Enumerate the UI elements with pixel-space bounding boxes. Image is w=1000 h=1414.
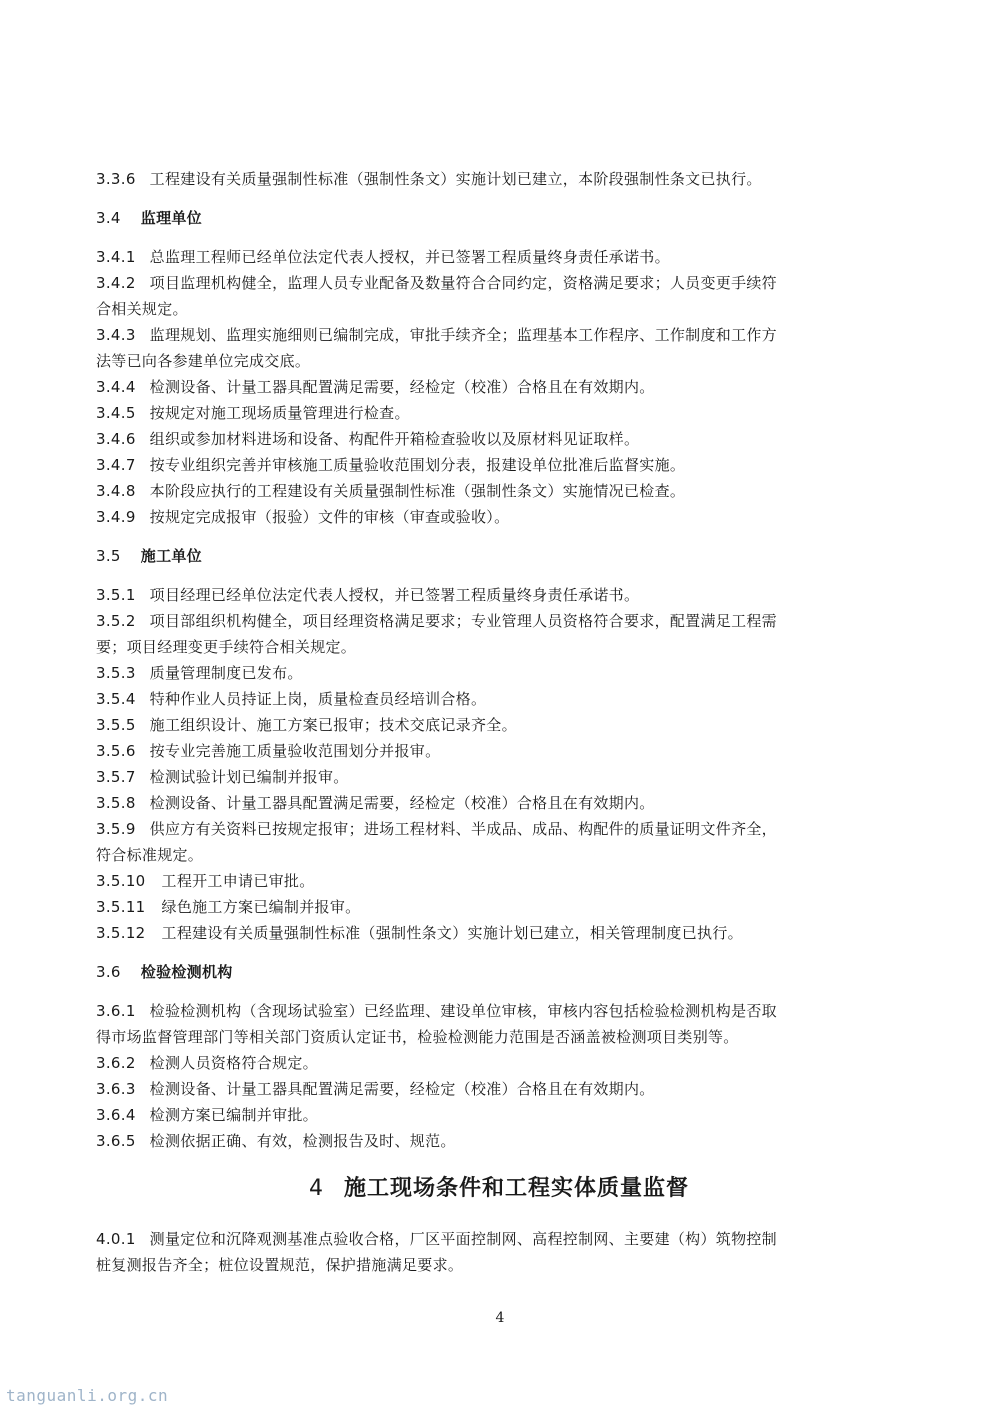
section-heading-3-6: [96, 959, 902, 985]
clause-number: 3.4.4: [96, 378, 136, 396]
clause-item: [96, 426, 902, 452]
clause-item: [96, 738, 902, 764]
clause-item: [96, 660, 902, 686]
clause-item: [96, 1102, 902, 1128]
section-number: 3.4: [96, 209, 121, 227]
clause-number: 3.5.8: [96, 794, 136, 812]
clause-number: 3.4.6: [96, 430, 136, 448]
clause-continuation: 要；项目经理变更手续符合相关规定。: [96, 638, 357, 656]
clause-item: [96, 998, 902, 1024]
clause-item: [96, 816, 902, 842]
clause-number: 3.5.9: [96, 820, 136, 838]
clause-number: 3.6.1: [96, 1002, 136, 1020]
clause-item: [96, 868, 902, 894]
clause-item: [96, 166, 902, 192]
clause-text: 总监理工程师已经单位法定代表人授权，并已签署工程质量终身责任承诺书。: [149, 248, 670, 266]
clause-number: 3.6.4: [96, 1106, 136, 1124]
clause-text: 检测人员资格符合规定。: [149, 1054, 318, 1072]
page-number: 4: [495, 1310, 505, 1326]
clause-item: [96, 764, 902, 790]
clause-text: 质量管理制度已发布。: [149, 664, 303, 682]
chapter-number: 4: [308, 1176, 324, 1201]
clause-item: [96, 244, 902, 270]
clause-group-3-6: [96, 998, 902, 1154]
clause-continuation: 符合标准规定。: [96, 846, 204, 864]
clause-number: 3.5.6: [96, 742, 136, 760]
clause-number: 3.3.6: [96, 170, 136, 188]
section-title: 施工单位: [140, 547, 202, 565]
clause-text: 工程建设有关质量强制性标准（强制性条文）实施计划已建立，相关管理制度已执行。: [161, 924, 743, 942]
clause-text: 检测设备、计量工器具配置满足需要，经检定（校准）合格且在有效期内。: [149, 794, 655, 812]
clause-text: 工程开工申请已审批。: [161, 872, 315, 890]
clause-item: [96, 400, 902, 426]
section-heading-3-5: [96, 543, 902, 569]
clause-text: 按规定完成报审（报验）文件的审核（审查或验收）。: [149, 508, 510, 526]
clause-number: 3.5.1: [96, 586, 136, 604]
clause-item: [96, 504, 902, 530]
clause-number: 3.5.12: [96, 924, 146, 942]
clause-number: 3.6.5: [96, 1132, 136, 1150]
section-heading-3-4: [96, 205, 902, 231]
clause-text: 特种作业人员持证上岗，质量检查员经培训合格。: [149, 690, 487, 708]
clause-text: 检验检测机构（含现场试验室）已经监理、建设单位审核，审核内容包括检验检测机构是否取: [149, 1002, 777, 1020]
clause-item: [96, 1128, 902, 1154]
page-content: [96, 166, 902, 1278]
clause-number: 3.6.2: [96, 1054, 136, 1072]
clause-text: 施工组织设计、施工方案已报审；技术交底记录齐全。: [149, 716, 517, 734]
clause-item: [96, 920, 902, 946]
clause-item: [96, 478, 902, 504]
clause-text: 供应方有关资料已按规定报审；进场工程材料、半成品、成品、构配件的质量证明文件齐全，: [149, 820, 777, 838]
watermark-text: tanguanli.org.cn: [6, 1386, 169, 1405]
clause-number: 3.4.8: [96, 482, 136, 500]
clause-text: 项目经理已经单位法定代表人授权，并已签署工程质量终身责任承诺书。: [149, 586, 640, 604]
clause-group-3-4: [96, 244, 902, 530]
clause-number: 3.5.4: [96, 690, 136, 708]
clause-group-4-0: [96, 1226, 902, 1278]
clause-text: 监理规划、监理实施细则已编制完成，审批手续齐全；监理基本工作程序、工作制度和工作方: [149, 326, 777, 344]
clause-item: [96, 270, 902, 296]
clause-number: 3.4.7: [96, 456, 136, 474]
clause-number: 3.6.3: [96, 1080, 136, 1098]
clause-continuation: 得市场监督管理部门等相关部门资质认定证书，检验检测能力范围是否涵盖被检测项目类别等。: [96, 1028, 739, 1046]
clause-item: [96, 1050, 902, 1076]
clause-number: 3.5.7: [96, 768, 136, 786]
clause-text: 本阶段应执行的工程建设有关质量强制性标准（强制性条文）实施情况已检查。: [149, 482, 686, 500]
clause-group-3-5: [96, 582, 902, 946]
clause-continuation: 桩复测报告齐全；桩位设置规范，保护措施满足要求。: [96, 1256, 464, 1274]
clause-text: 按规定对施工现场质量管理进行检查。: [149, 404, 410, 422]
clause-text: 检测试验计划已编制并报审。: [149, 768, 349, 786]
clause-number: 3.5.11: [96, 898, 146, 916]
clause-item: [96, 452, 902, 478]
clause-text: 检测设备、计量工器具配置满足需要，经检定（校准）合格且在有效期内。: [149, 1080, 655, 1098]
clause-text: 检测依据正确、有效，检测报告及时、规范。: [149, 1132, 456, 1150]
clause-item: [96, 322, 902, 348]
clause-text: 组织或参加材料进场和设备、构配件开箱检查验收以及原材料见证取样。: [149, 430, 640, 448]
clause-text: 按专业完善施工质量验收范围划分并报审。: [149, 742, 441, 760]
clause-item: [96, 582, 902, 608]
clause-item: [96, 894, 902, 920]
clause-item: [96, 374, 902, 400]
clause-continuation: 法等已向各参建单位完成交底。: [96, 352, 311, 370]
clause-item: [96, 1076, 902, 1102]
chapter-heading-4: [96, 1174, 902, 1204]
clause-text: 绿色施工方案已编制并报审。: [161, 898, 361, 916]
clause-number: 4.0.1: [96, 1230, 136, 1248]
section-number: 3.6: [96, 963, 121, 981]
clause-text: 按专业组织完善并审核施工质量验收范围划分表，报建设单位批准后监督实施。: [149, 456, 686, 474]
clause-text: 项目监理机构健全，监理人员专业配备及数量符合合同约定，资格满足要求；人员变更手续符: [149, 274, 777, 292]
clause-item: [96, 608, 902, 634]
clause-text: 测量定位和沉降观测基准点验收合格，厂区平面控制网、高程控制网、主要建（构）筑物控制: [149, 1230, 777, 1248]
clause-continuation: 合相关规定。: [96, 300, 188, 318]
clause-text: 工程建设有关质量强制性标准（强制性条文）实施计划已建立，本阶段强制性条文已执行。: [149, 170, 762, 188]
clause-text: 项目部组织机构健全，项目经理资格满足要求；专业管理人员资格符合要求，配置满足工程需: [149, 612, 777, 630]
clause-text: 检测设备、计量工器具配置满足需要，经检定（校准）合格且在有效期内。: [149, 378, 655, 396]
clause-number: 3.4.9: [96, 508, 136, 526]
clause-item: [96, 686, 902, 712]
section-title: 检验检测机构: [140, 963, 233, 981]
clause-number: 3.5.10: [96, 872, 146, 890]
clause-group-3-3: [96, 166, 902, 192]
clause-number: 3.4.3: [96, 326, 136, 344]
clause-number: 3.5.3: [96, 664, 136, 682]
clause-number: 3.4.1: [96, 248, 136, 266]
clause-item: [96, 790, 902, 816]
clause-item: [96, 712, 902, 738]
chapter-title: 施工现场条件和工程实体质量监督: [343, 1176, 689, 1201]
clause-item: [96, 1226, 902, 1252]
clause-number: 3.4.5: [96, 404, 136, 422]
section-title: 监理单位: [140, 209, 202, 227]
clause-number: 3.5.5: [96, 716, 136, 734]
section-number: 3.5: [96, 547, 121, 565]
clause-number: 3.5.2: [96, 612, 136, 630]
clause-text: 检测方案已编制并审批。: [149, 1106, 318, 1124]
clause-number: 3.4.2: [96, 274, 136, 292]
